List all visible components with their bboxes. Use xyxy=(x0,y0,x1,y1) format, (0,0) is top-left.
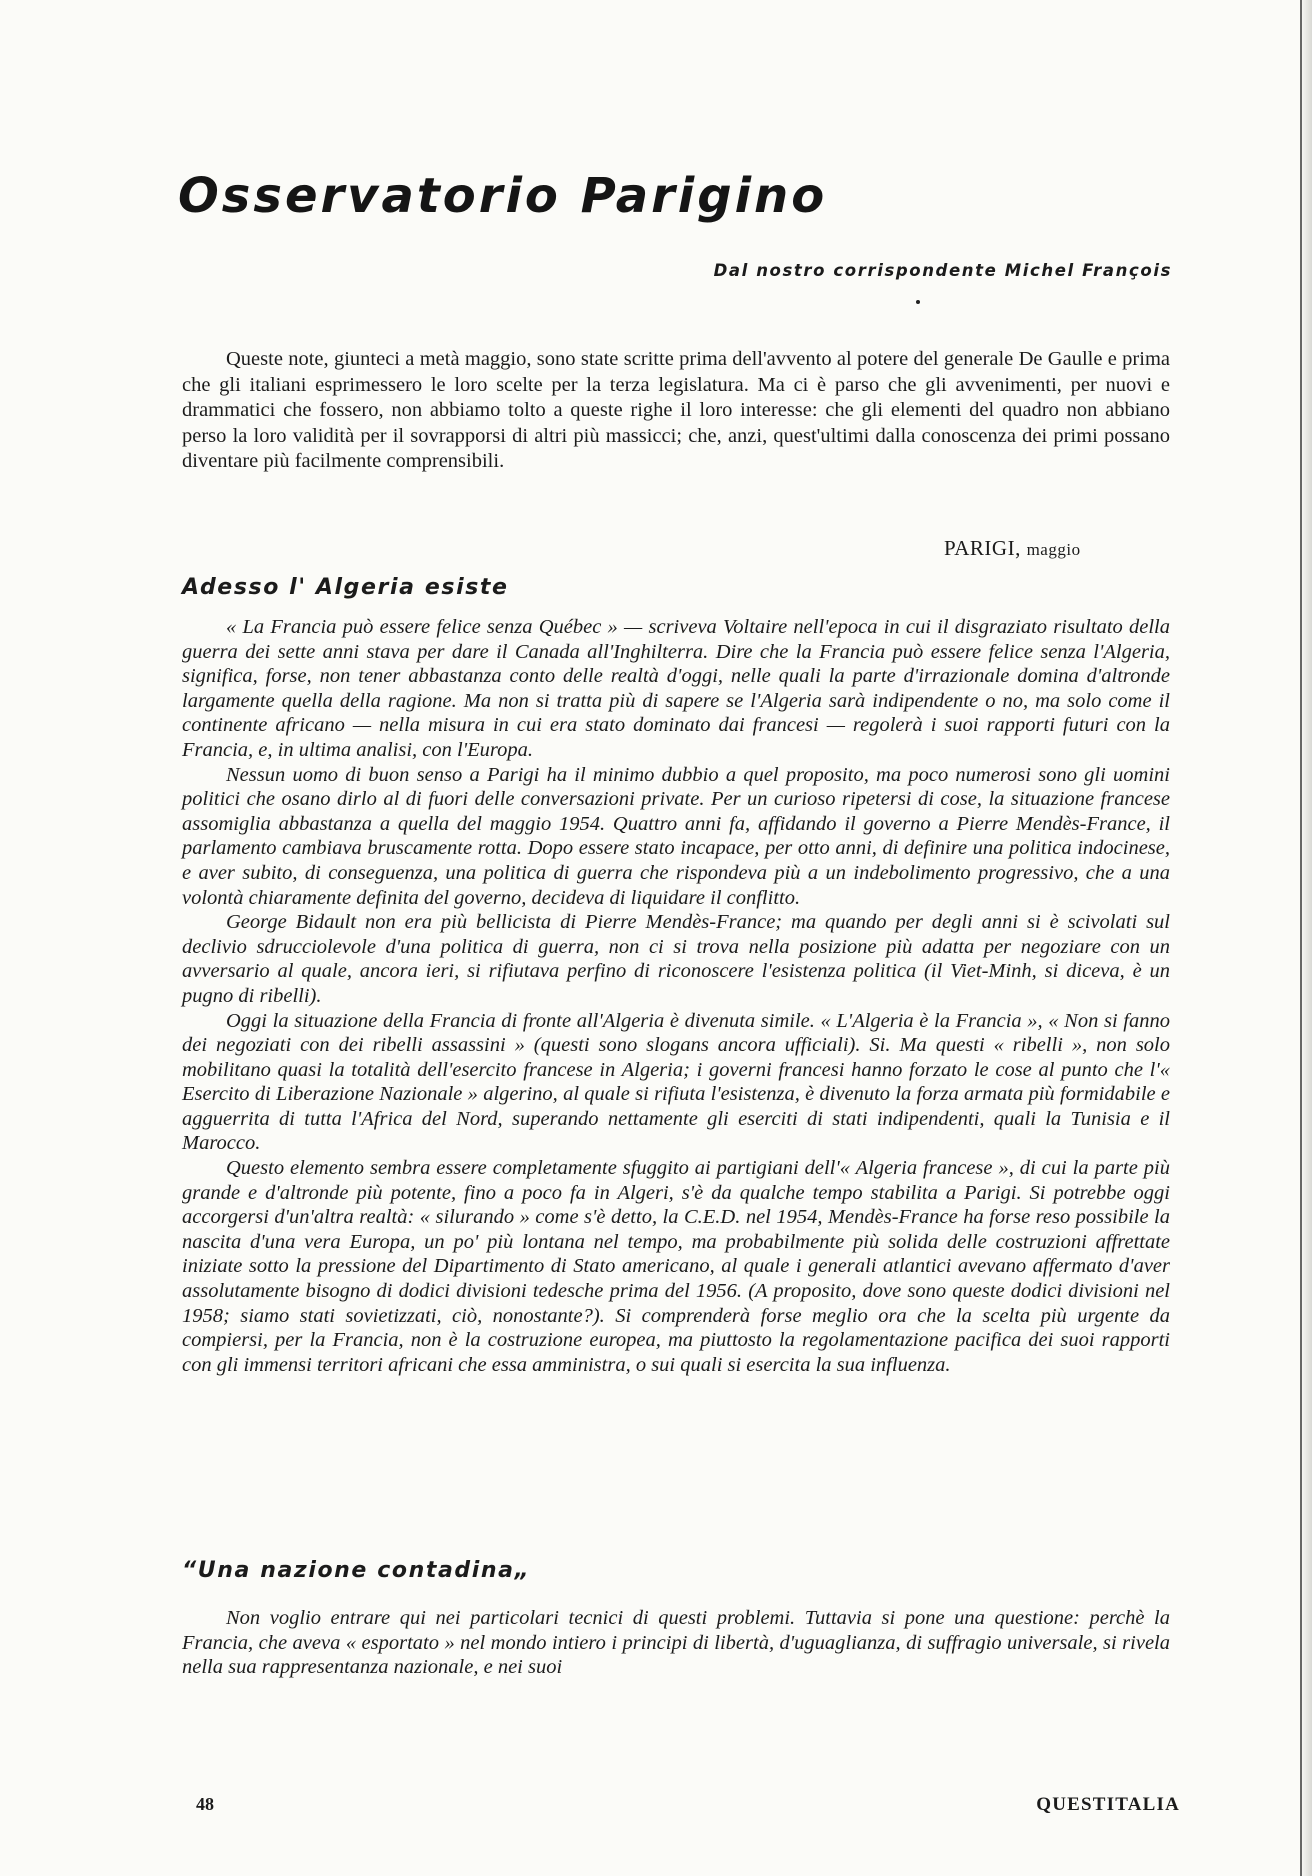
bullet-dot-icon xyxy=(916,300,920,304)
dateline-place: PARIGI, xyxy=(944,536,1021,560)
dateline-month: maggio xyxy=(1026,540,1081,559)
section-heading-algeria: Adesso l' Algeria esiste xyxy=(182,575,509,600)
article-byline: Dal nostro corrispondente Michel François xyxy=(713,261,1172,280)
editorial-intro: Queste note, giunteci a metà maggio, sono state scritte prima dell'avvento al potere del generale De Gaulle e prima che gli italiani esprimessero le loro scelte per la terza legislatura. Ma ci è parso che gli avvenimenti, per nuovi e drammatici che fossero, non abbiamo tolto a queste righe il loro interesse: che gli elementi del quadro non abbiano perso la loro validità per il sovrapporsi di altri più massicci; che, anzi, quest'ultimi dalla conoscenza dei primi possano diventare più facilmente comprensibili. xyxy=(182,348,1170,473)
paragraph: George Bidault non era più bellicista di Pierre Mendès-France; ma quando per degli anni si è scivolati sul declivio sdrucciolevole d'una politica di guerra, non ci si trova nella posizione più adatta per negoziare con un avversario al quale, ancora ieri, si rifiutava perfino di riconoscere l'esistenza politica (il Viet-Minh, si diceva, è un pugno di ribelli). xyxy=(182,911,1170,1007)
article-title: Osservatorio Parigino xyxy=(178,168,828,224)
page-number: 48 xyxy=(196,1794,214,1814)
paragraph: Non voglio entrare qui nei particolari tecnici di questi problemi. Tuttavia si pone una questione: perchè la Francia, che aveva « esportato » nel mondo intiero i principi di libertà, d'uguaglianza, di suffragio universale, si rivela nella sua rappresentanza nazionale, e nei suoi xyxy=(182,1607,1170,1679)
paragraph: Nessun uomo di buon senso a Parigi ha il minimo dubbio a quel proposito, ma poco numerosi sono gli uomini politici che osano dirlo al di fuori delle conversazioni private. Per un curioso ripetersi di cose, la situazione francese assomiglia abbastanza a quella del maggio 1954. Quattro anni fa, affidando il governo a Pierre Mendès-France, il parlamento cambiava bruscamente rotta. Dopo essere stato incapace, per otto anni, di definire una politica indocinese, e aver subito, di conseguenza, una politica di guerra che rispondeva più a un indebolimento progressivo, che a una volontà chiaramente definita del governo, decideva di liquidare il conflitto. xyxy=(182,763,1170,909)
paragraph: Oggi la situazione della Francia di fronte all'Algeria è divenuta simile. « L'Algeria è la Francia », « Non si fanno dei negoziati con dei ribelli assassini » (questi sono slogans ancora ufficiali). Si. Ma questi « ribelli », non solo mobilitano quasi la totalità dell'esercito francese in Algeria; i governi francesi hanno forzato le cose al punto che l'« Esercito di Liberazione Nazionale » algerino, al quale si rifiuta l'esistenza, è divenuto la forza armata più formidabile e agguerrita di tutta l'Africa del Nord, superando nettamente gli eserciti di stati indipendenti, quali la Tunisia e il Marocco. xyxy=(182,1009,1170,1155)
page-edge-line xyxy=(1300,0,1302,1876)
section-body-algeria xyxy=(182,615,1170,1377)
section-heading-nazione-contadina: “Una nazione contadina„ xyxy=(182,1558,531,1583)
magazine-name: QUESTITALIA xyxy=(1036,1794,1180,1815)
paragraph: Questo elemento sembra essere completamente sfuggito ai partigiani dell'« Algeria francese », di cui la parte più grande e d'altronde più potente, fino a poco fa in Algeri, s'è da qualche tempo stabilita a Parigi. Si potrebbe oggi accorgersi d'un'altra realtà: « silurando » come s'è detto, la C.E.D. nel 1954, Mendès-France ha forse reso possibile la nascita d'una vera Europa, un po' più lontana nel tempo, ma probabilmente più solida delle costruzioni affrettate iniziate sotto la pressione del Dipartimento di Stato americano, al quale i generali atlantici avevano affermato d'aver assolutamente bisogno di dodici divisioni tedesche prima del 1956. (A proposito, dove sono queste dodici divisioni nel 1958; siamo stati sovietizzati, ciò, nonostante?). Si comprenderà forse meglio ora che la scelta più urgente da compiersi, per la Francia, non è la costruzione europea, ma piuttosto la regolamentazione pacifica dei suoi rapporti con gli immensi territori africani che essa amministra, o sui quali si esercita la sua influenza. xyxy=(182,1157,1170,1376)
paragraph: « La Francia può essere felice senza Québec » — scriveva Voltaire nell'epoca in cui il disgraziato risultato della guerra dei sette anni stava per dare il Canada all'Inghilterra. Dire che la Francia può essere felice senza l'Algeria, significa, forse, non tener abbastanza conto delle realtà d'oggi, nelle quali la parte d'irrazionale domina d'altronde largamente quella della ragione. Ma non si tratta più di sapere se l'Algeria sarà indipendente o no, ma solo come il continente africano — nella misura in cui era stato dominato dai francesi — regolerà i suoi rapporti futuri con la Francia, e, in ultima analisi, con l'Europa. xyxy=(182,616,1170,761)
dateline xyxy=(944,536,1081,561)
section-body-nazione-contadina xyxy=(182,1606,1170,1680)
